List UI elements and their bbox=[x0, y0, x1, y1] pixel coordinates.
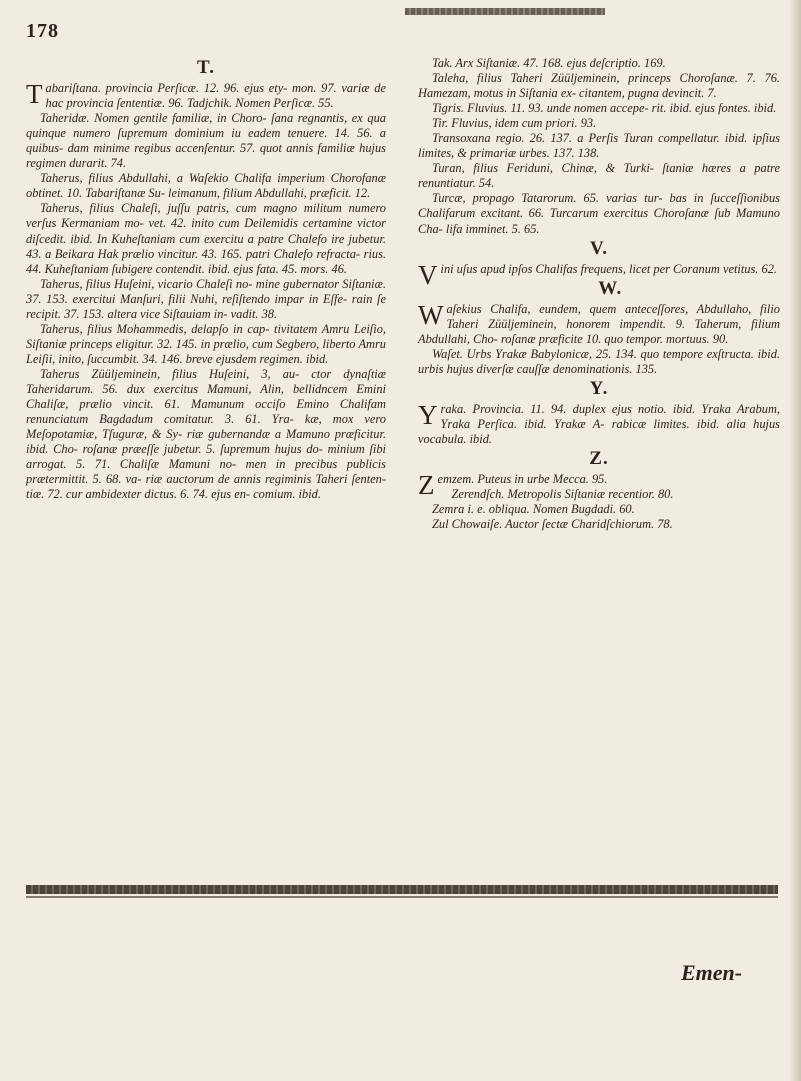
index-entry-text: ini uſus apud ipſos Chalifas frequens, licet per Coranum vetitus. 62. bbox=[440, 261, 777, 276]
index-entry bbox=[418, 399, 780, 447]
index-entry: Zul Chowaiſe. Auctor ſectæ Charidſchiorum. 78. bbox=[432, 517, 673, 532]
index-entry: Zemra i. e. obliqua. Nomen Bugdadi. 60. bbox=[432, 502, 635, 517]
index-entry: Taherus Züüljeminein, filius Huſeini, 3, au- ctor dynaſtiæ Taheridarum. 56. dux exercitus Mamuni, Alin, bellidncem Emini Chaliſæ, prælio vincit. 61. Mamunum occiſo Emino Chalifam renunciatum Bagdadum comitatur. 3. 61. Yra- kæ, mox vero Meſopotamiæ, Tſuguræ, & Sy- riæ gubernandæ a Mamuno præficitur. ibid. Cho- roſanæ præeſſe jubetur. 5. ſupremum hujus do- minium ſibi arrogat. 5. 71. Chaliſæ Mamuni no- men in precibus publicis prætermittit. 5. 68. va- riæ auctorum de annis regiminis Taheri ſenten- tiæ. 72. cur ambidexter dictus. 6. 74. ejus en- comium. ibid. bbox=[26, 366, 386, 502]
index-entry-text: abariſtana. provincia Perſicæ. 12. 96. ejus ety- mon. 97. variæ de hac provincia ſententiæ. 96. Tadjchik. Nomen Perſicæ. 55. bbox=[45, 81, 386, 111]
left-column bbox=[26, 56, 386, 502]
dropcap-z: Z bbox=[418, 470, 435, 501]
index-entry: Taherus, filius Huſeini, vicario Chaleſi no- mine gubernator Siſtaniæ. 37. 153. exercitui Manſuri, filii Nuhi, reſiſtendo impar in Eſfe- rain ſe recipit. 37. 153. altera vice Siſtauiam in- vadit. 38. bbox=[26, 276, 386, 321]
footer-ornament-rule bbox=[26, 885, 778, 894]
index-entry-text: emzem. Puteus in urbe Mecca. 95. bbox=[437, 472, 608, 487]
section-letter-w: W. bbox=[598, 277, 623, 299]
dropcap-t: T bbox=[26, 79, 43, 110]
index-entry: Zerendſch. Metropolis Siſtaniæ recentior. 80. bbox=[451, 487, 674, 502]
index-entry: Turcæ, propago Tatarorum. 65. varias tur- bas in ſucceſſionibus Chalifarum excitant. 66. Turcarum exercitus Choroſanæ ſub Mamuno Cha- lifa imminet. 5. 65. bbox=[418, 191, 780, 236]
section-letter-v: V. bbox=[589, 237, 609, 259]
page-edge-shadow bbox=[789, 0, 801, 1081]
index-entry: Taherus, filius Mohammedis, delapſo in cap- tivitatem Amru Leiſio, Siſtaniæ princeps eligitur. 32. 145. in prælio, cum Segbero, liberto Amru Leiſii, inito, ſuccumbit. 34. 146. breve ejusdem regimen. ibid. bbox=[26, 321, 386, 366]
index-entry: Tak. Arx Siſtaniæ. 47. 168. ejus deſcriptio. 169. bbox=[432, 56, 666, 70]
index-entry: Tigris. Fluvius. 11. 93. unde nomen accepe- rit. ibid. ejus fontes. ibid. bbox=[432, 101, 777, 116]
index-entry-text: aſekius Chalifa, eundem, quem anteceſſores, Abdullaho, filio Taheri Züüljeminein, honorem impendit. 9. Taherum, filium Abdullahi, Cho- roſanæ præficite 10. quo tempor. mortuus. 90. bbox=[418, 301, 780, 346]
index-entry: Waſet. Urbs Yrakæ Babylonicæ, 25. 134. quo tempore exſtructa. ibid. urbis hujus diverſæ cauſſæ denominationis. 135. bbox=[418, 346, 780, 376]
dropcap-v: V bbox=[418, 259, 438, 290]
catchword: Emen- bbox=[681, 960, 743, 985]
footer-thin-rule bbox=[26, 896, 778, 898]
dropcap-y: Y bbox=[418, 399, 438, 430]
section-letter-y: Y. bbox=[589, 377, 609, 399]
index-entry bbox=[418, 259, 780, 290]
index-entry: Taheridæ. Nomen gentile familiæ, in Choro- ſana regnantis, ex qua quinque numero ſupremum dominium iu eadem tenuere. 14. 56. a quibus- dam minime regibus accenſentur. 57. quot annis familiæ hujus regimen durarit. 74. bbox=[26, 111, 386, 171]
index-entry: Turan, filius Feriduni, Chinæ, & Turki- ſtaniæ hæres a patre renuntiatur. 54. bbox=[418, 161, 780, 191]
index-entry: Taleha, filius Taheri Züüljeminein, princeps Choroſanæ. 7. 76. Hamezam, motus in Siſtania ex- citantem, pugna devincit. 7. bbox=[418, 71, 780, 101]
dropcap-w: W bbox=[418, 299, 444, 330]
index-entry bbox=[26, 81, 386, 111]
section-letter-t: T. bbox=[196, 57, 215, 78]
section-letter-z: Z. bbox=[589, 448, 609, 470]
index-entry-text: raka. Provincia. 11. 94. duplex ejus notio. ibid. Yraka Arabum, Yraka Perſica. ibid. Yrakæ A- rabicæ limites. ibid. alia hujus vocabula. ibid. bbox=[418, 401, 780, 447]
right-column bbox=[418, 56, 780, 532]
index-entry bbox=[418, 299, 780, 347]
index-entry: Transoxana regio. 26. 137. a Perſis Turan compellatur. ibid. ipſius limites, & primariæ urbes. 137. 138. bbox=[418, 131, 780, 161]
header-rule bbox=[405, 8, 605, 15]
index-entry: Taherus, filius Abdullahi, a Waſekio Chalifa imperium Chorofanæ obtinet. 10. Tabariſtanæ Su- leimanum, filium Abdullahi, præficit. 12. bbox=[26, 171, 386, 201]
page-number: 178 bbox=[26, 20, 59, 42]
index-entry: Taherus, filius Chaleſi, juſſu patris, cum magno militum numero verſus Kermaniam mo- vet. 42. inito cum Deilemidis certamine victor diſcedit. ibid. In Kuheſtaniam cum exercitu a patre Chalefo ire jubetur. 43. a Beikara Hak prælio vincitur. 43. 165. patri Chalefo refracta- rius. 44. Kuheſtaniam ſubigere contendit. ibid. ejus fata. 45. mors. 46. bbox=[26, 201, 386, 276]
index-entry: Tir. Fluvius, idem cum priori. 93. bbox=[432, 116, 597, 131]
